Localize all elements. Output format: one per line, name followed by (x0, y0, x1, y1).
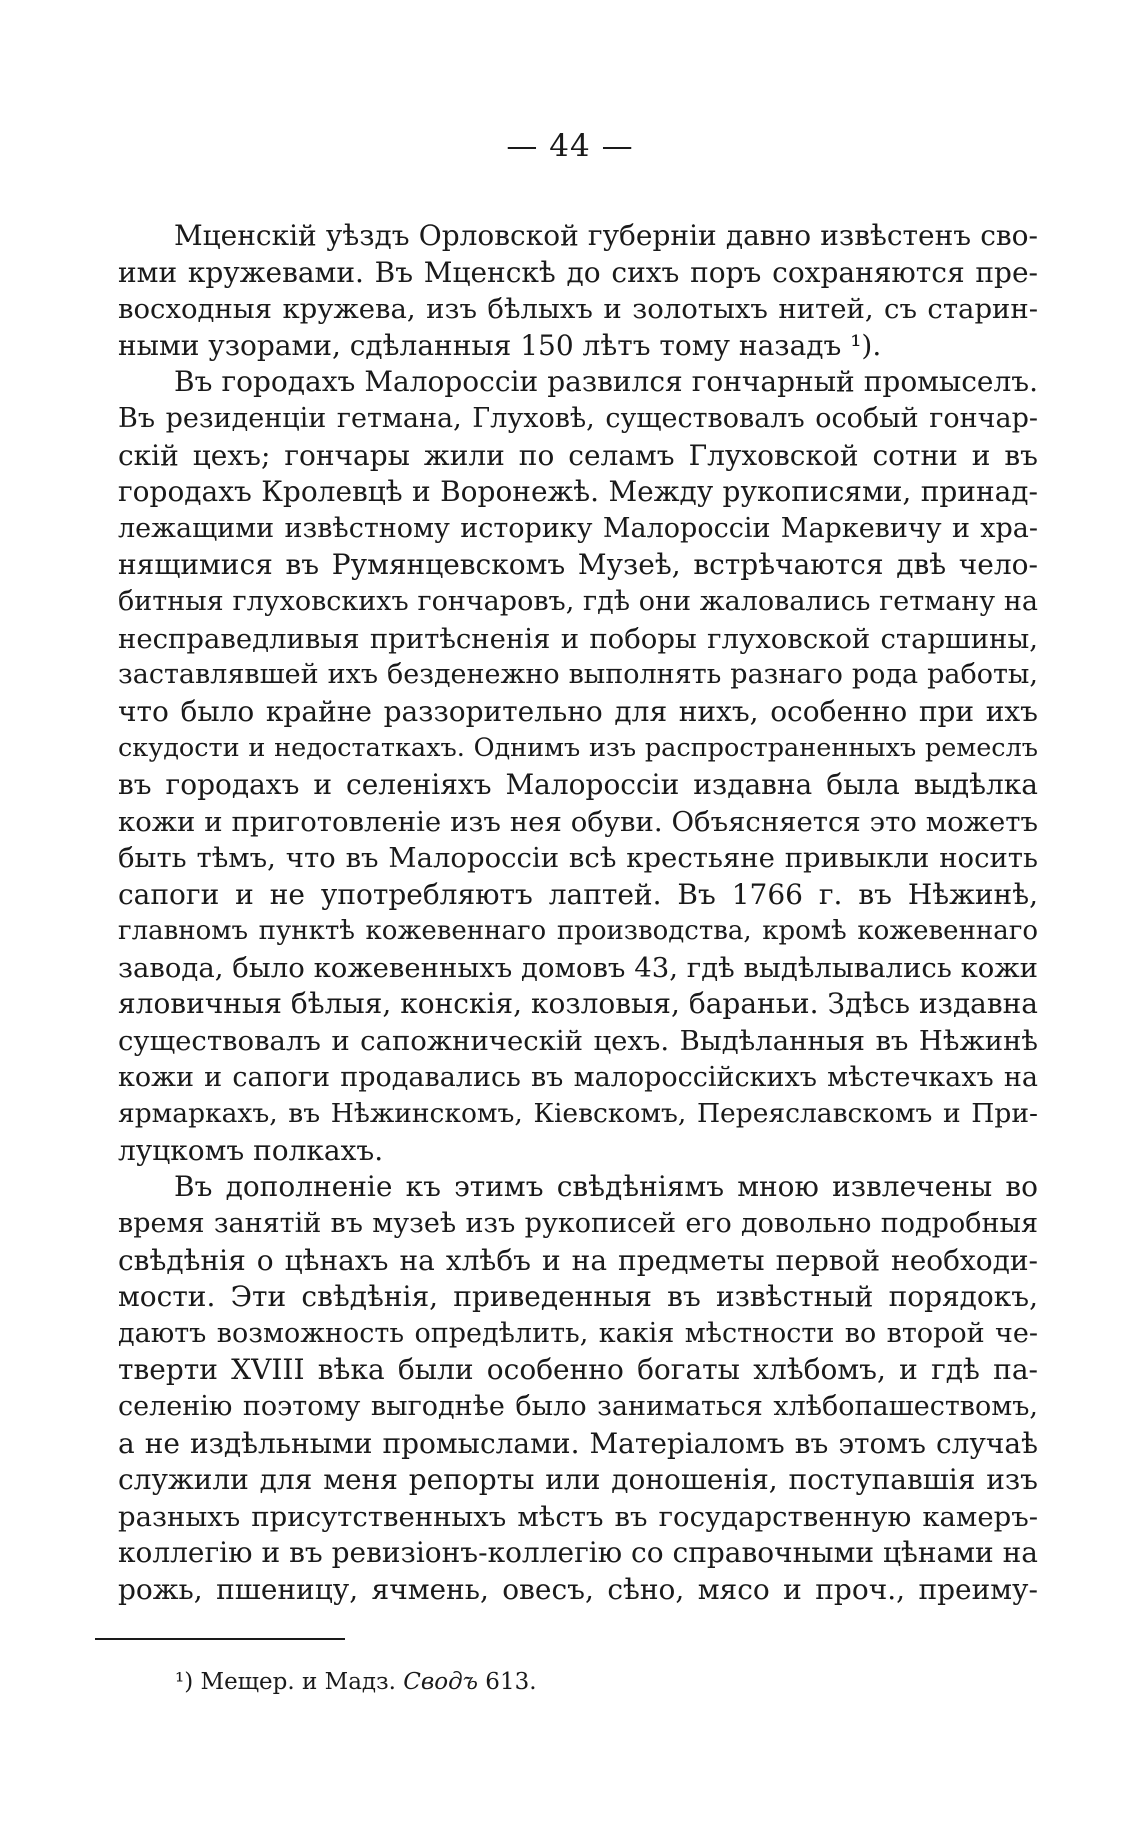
text-line: восходныя кружева, изъ бѣлыхъ и золотыхъ нитей, съ старин- (118, 293, 1038, 326)
text-line: служили для меня репорты или доношенія, поступавшія изъ (118, 1463, 1038, 1497)
text-line: селенію поэтому выгоднѣе было заниматься хлѣбопашествомъ, (118, 1391, 1038, 1422)
text-line: главномъ пунктѣ кожевеннаго производства, кромѣ кожевеннаго (118, 916, 1038, 947)
text-line: Въ дополненіе къ этимъ свѣдѣніямъ мною извлечены во (174, 1170, 1038, 1204)
text-line: нящимися въ Румянцевскомъ Музеѣ, встрѣчаются двѣ чело- (118, 548, 1038, 582)
text-line: битныя глуховскихъ гончаровъ, гдѣ они жаловались гетману на (118, 585, 1038, 617)
text-line: мости. Эти свѣдѣнія, приведенныя въ извѣстный порядокъ, (118, 1280, 1038, 1314)
text-line: время занятій въ музеѣ изъ рукописей его довольно подробныя (118, 1208, 1038, 1240)
text-line: завода, было кожевенныхъ домовъ 43, гдѣ выдѣлывались кожи (118, 951, 1038, 984)
text-line: ными узорами, сдѣланныя 150 лѣтъ тому назадъ ¹). (118, 328, 882, 362)
text-line: кожи и сапоги продавались въ малороссійскихъ мѣстечкахъ на (118, 1061, 1038, 1093)
text-line: что было крайне раззорительно для нихъ, особенно при ихъ (118, 694, 1038, 728)
text-line: Въ городахъ Малороссіи развился гончарный промыселъ. (174, 365, 1038, 399)
text-line: Мценскій уѣздъ Орловской губерніи давно извѣстенъ сво- (174, 219, 1038, 252)
footnote-source-title: Сводъ (403, 1669, 478, 1695)
text-line: ярмаркахъ, въ Нѣжинскомъ, Кіевскомъ, Переяславскомъ и При- (118, 1098, 1038, 1130)
footnote-mark: ¹) (175, 1669, 194, 1695)
page-number: — 44 — (506, 128, 634, 164)
text-line: скій цехъ; гончары жили по селамъ Глуховской сотни и въ (118, 438, 1038, 472)
footnote-page: 613. (478, 1669, 537, 1695)
footnote-divider (95, 1638, 345, 1640)
text-line: заставлявшей ихъ безденежно выполнять разнаго рода работы, (118, 659, 1038, 691)
text-line: существовалъ и сапожническій цехъ. Выдѣланныя въ Нѣжинѣ (118, 1025, 1038, 1058)
text-line: а не издѣльными промыслами. Матеріаломъ въ этомъ случаѣ (118, 1426, 1038, 1460)
text-line: Въ резиденціи гетмана, Глуховѣ, существовалъ особый гончар- (118, 402, 1038, 434)
text-line: несправедливыя притѣсненія и поборы глуховской старшины, (118, 622, 1038, 655)
text-line: рожь, пшеницу, ячмень, овесъ, сѣно, мясо и проч., преиму- (118, 1572, 1038, 1606)
text-line: скудости и недостаткахъ. Однимъ изъ распространенныхъ ремеслъ (118, 733, 1038, 764)
text-line: коллегію и въ ревизіонъ-коллегію со справочными цѣнами на (118, 1536, 1038, 1570)
text-line: свѣдѣнія о цѣнахъ на хлѣбъ и на предметы первой необходи- (118, 1243, 1038, 1277)
text-line: кожи и приготовленіе изъ нея обуви. Объясняется это можетъ (118, 805, 1038, 838)
text-line: даютъ возможность опредѣлить, какія мѣстности во второй че- (118, 1317, 1038, 1349)
text-line: луцкомъ полкахъ. (118, 1133, 384, 1167)
body-text (118, 218, 1038, 1609)
footnote-text: Мещер. и Мадз. (193, 1669, 404, 1695)
text-line: лежащими извѣстному историку Малороссіи Маркевичу и хра- (118, 512, 1038, 544)
text-line: быть тѣмъ, что въ Малороссіи всѣ крестьяне привыкли носить (118, 842, 1038, 875)
text-line: въ городахъ и селеніяхъ Малороссіи издавна была выдѣлка (118, 767, 1038, 801)
text-line: яловичныя бѣлыя, конскія, козловыя, бараньи. Здѣсь издавна (118, 987, 1038, 1021)
text-line: сапоги и не употребляютъ лаптей. Въ 1766 г. въ Нѣжинѣ, (118, 877, 1038, 911)
text-line: городахъ Кролевцѣ и Воронежѣ. Между рукописями, принад- (118, 475, 1038, 509)
text-line: тверти XVIII вѣка были особенно богаты хлѣбомъ, и гдѣ па- (118, 1353, 1038, 1387)
text-line: ими кружевами. Въ Мценскѣ до сихъ поръ сохраняются пре- (118, 255, 1038, 289)
footnote (175, 1669, 537, 1695)
text-line: разныхъ присутственныхъ мѣстъ въ государственную камеръ- (118, 1500, 1038, 1533)
